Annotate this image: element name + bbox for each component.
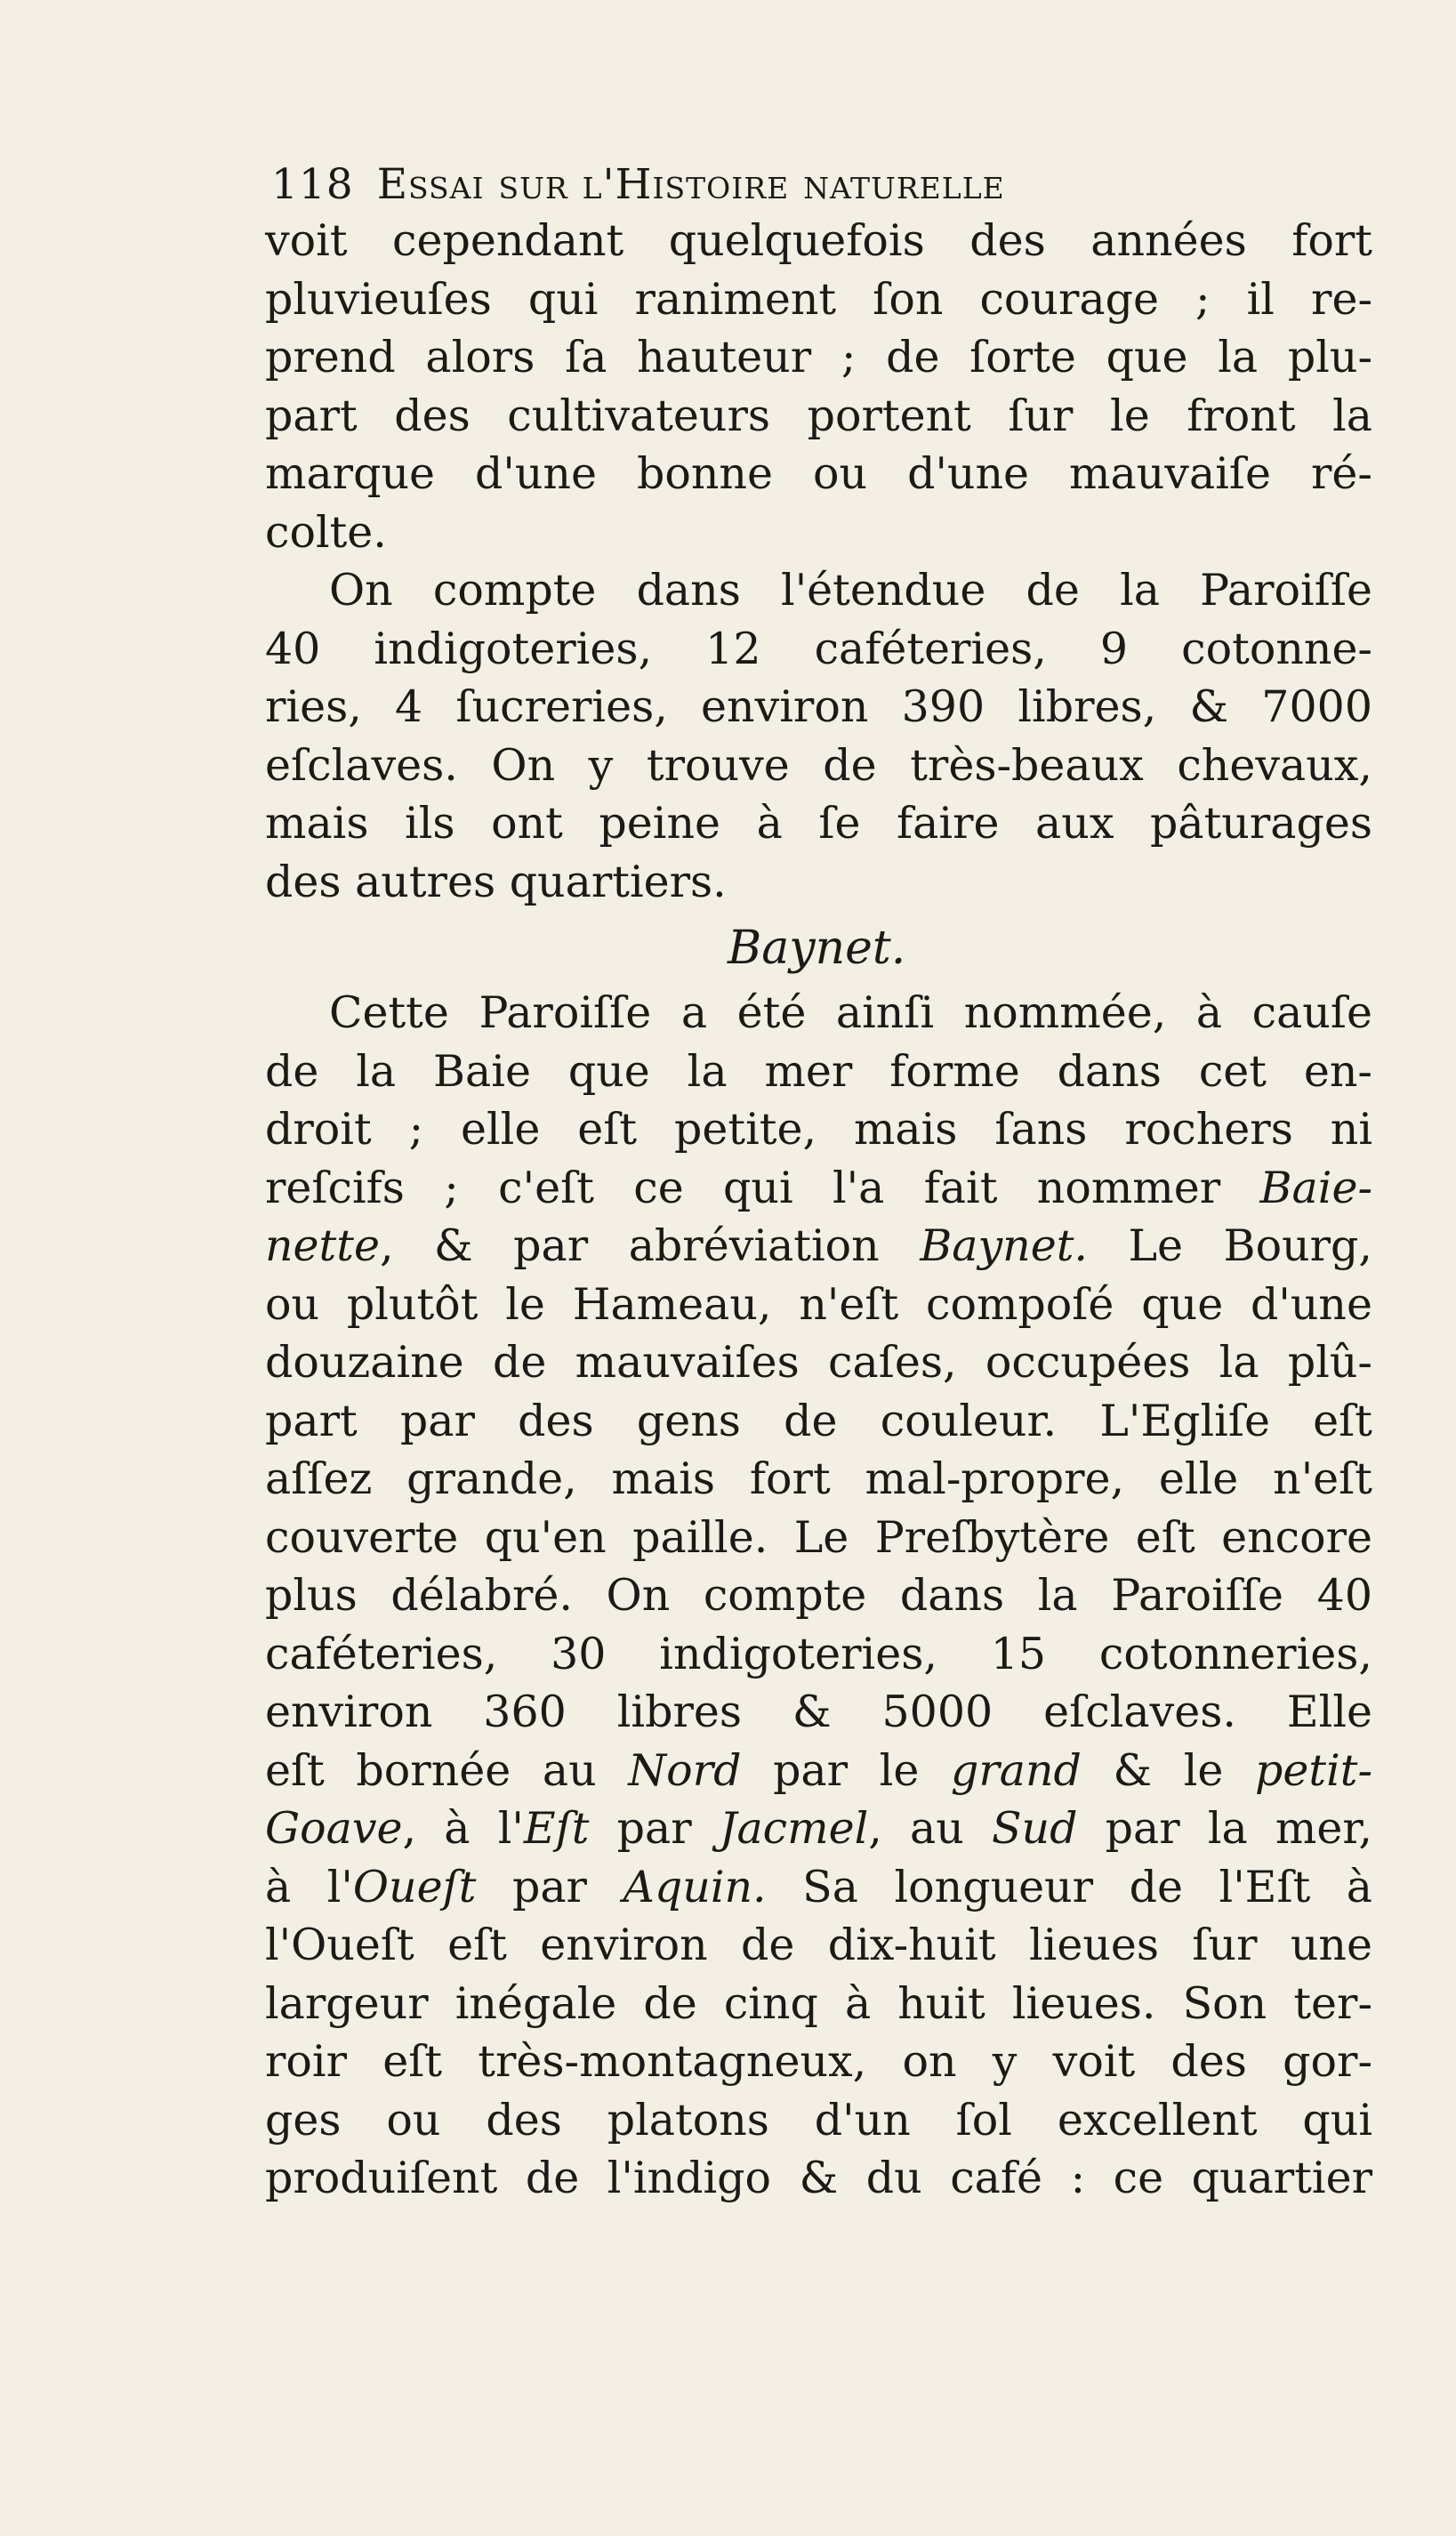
page-number: 118 bbox=[271, 160, 354, 209]
text-segment: par la mer, bbox=[1077, 1803, 1372, 1854]
italic-term: Jacmel bbox=[719, 1803, 869, 1854]
text-line: mais ils ont peine à ſe faire aux pâturages bbox=[265, 798, 1372, 849]
text-line: largeur inégale de cinq à huit lieues. Son ter- bbox=[265, 1977, 1372, 2029]
text-line: caféteries, 30 indigoteries, 15 cotonneries, bbox=[265, 1628, 1372, 1679]
running-title: Essai sur l'Histoire naturelle bbox=[376, 160, 1005, 209]
text-segment: Sa longueur de l'Eſt à bbox=[766, 1861, 1373, 1912]
text-segment: & le bbox=[1081, 1744, 1256, 1796]
text-segment: par bbox=[476, 1861, 623, 1912]
text-line: de la Baie que la mer forme dans cet en- bbox=[265, 1045, 1372, 1097]
text-line: part des cultivateurs portent ſur le front la bbox=[265, 390, 1372, 441]
text-line bbox=[265, 1799, 1372, 1858]
text-segment: eſt bornée au bbox=[265, 1744, 629, 1796]
text-segment: , & par abréviation bbox=[379, 1220, 921, 1271]
paragraph-1 bbox=[265, 212, 1372, 561]
text-line: ries, 4 ſucreries, environ 390 libres, & 7000 bbox=[265, 681, 1372, 732]
text-line: produiſent de l'indigo & du café : ce quartier bbox=[265, 2153, 1372, 2203]
text-line: prend alors ſa hauteur ; de ſorte que la plu- bbox=[265, 332, 1372, 382]
text-line: plus délabré. On compte dans la Paroiſſe 40 bbox=[265, 1570, 1372, 1621]
text-segment: , à l' bbox=[402, 1803, 524, 1854]
italic-term: Baynet. bbox=[920, 1220, 1088, 1271]
text-line: droit ; elle eſt petite, mais ſans rochers ni bbox=[265, 1104, 1372, 1155]
text-line: environ 360 libres & 5000 eſclaves. Elle bbox=[265, 1687, 1372, 1737]
italic-term: Goave bbox=[265, 1803, 403, 1854]
text-line: colte. bbox=[265, 506, 387, 558]
text-line: voit cependant quelquefois des années fort bbox=[265, 215, 1372, 266]
text-segment: par le bbox=[741, 1744, 951, 1796]
running-header bbox=[271, 158, 1205, 212]
italic-term: Oueſt bbox=[352, 1861, 477, 1912]
italic-term: grand bbox=[950, 1744, 1082, 1796]
italic-term: Nord bbox=[628, 1744, 742, 1796]
italic-term: Aquin. bbox=[623, 1861, 767, 1912]
text-line bbox=[265, 1159, 1372, 1218]
text-segment: par bbox=[589, 1803, 720, 1854]
italic-term: Baie- bbox=[1259, 1162, 1372, 1213]
text-line: douzaine de mauvaiſes caſes, occupées la plû- bbox=[265, 1337, 1372, 1388]
paragraph-3 bbox=[265, 984, 1372, 2208]
text-segment: , au bbox=[868, 1803, 992, 1854]
italic-term: petit- bbox=[1255, 1744, 1373, 1796]
text-line: aſſez grande, mais fort mal-propre, elle n'eſt bbox=[265, 1453, 1372, 1504]
section-heading: Baynet. bbox=[728, 922, 906, 975]
text-segment: à l' bbox=[265, 1861, 353, 1912]
italic-term: nette bbox=[265, 1220, 380, 1271]
text-line: couverte qu'en paille. Le Preſbytère eſt encore bbox=[265, 1511, 1372, 1563]
text-line: ou plutôt le Hameau, n'eſt compoſé que d'une bbox=[265, 1278, 1372, 1330]
text-line: Cette Paroiſſe a été ainſi nommée, à cauſe bbox=[329, 987, 1372, 1038]
page-body bbox=[265, 212, 1372, 2208]
text-line bbox=[265, 1858, 1372, 1917]
italic-term: Sud bbox=[991, 1803, 1078, 1854]
text-line: pluvieuſes qui raniment ſon courage ; il re- bbox=[265, 273, 1372, 325]
text-line bbox=[265, 1742, 1372, 1800]
text-line: 40 indigoteries, 12 caféteries, 9 cotonne- bbox=[265, 623, 1372, 674]
text-segment: reſcifs ; c'eſt ce qui l'a fait nommer bbox=[265, 1162, 1260, 1213]
text-line: l'Oueſt eſt environ de dix-huit lieues ſur une bbox=[265, 1920, 1372, 1970]
text-line: On compte dans l'étendue de la Paroiſſe bbox=[329, 565, 1372, 616]
text-line: ges ou des platons d'un ſol excellent qui bbox=[265, 2094, 1372, 2146]
text-segment: Le Bourg, bbox=[1087, 1220, 1372, 1271]
text-line: roir eſt très-montagneux, on y voit des gor- bbox=[265, 2036, 1372, 2087]
text-line: eſclaves. On y trouve de très-beaux chevaux, bbox=[265, 739, 1372, 791]
paragraph-2 bbox=[265, 561, 1372, 911]
text-line: des autres quartiers. bbox=[265, 856, 727, 907]
text-line: part par des gens de couleur. L'Egliſe eſt bbox=[265, 1395, 1372, 1446]
text-line bbox=[265, 1217, 1372, 1276]
text-line: marque d'une bonne ou d'une mauvaiſe ré- bbox=[265, 448, 1372, 499]
italic-term: Eſt bbox=[523, 1803, 590, 1854]
